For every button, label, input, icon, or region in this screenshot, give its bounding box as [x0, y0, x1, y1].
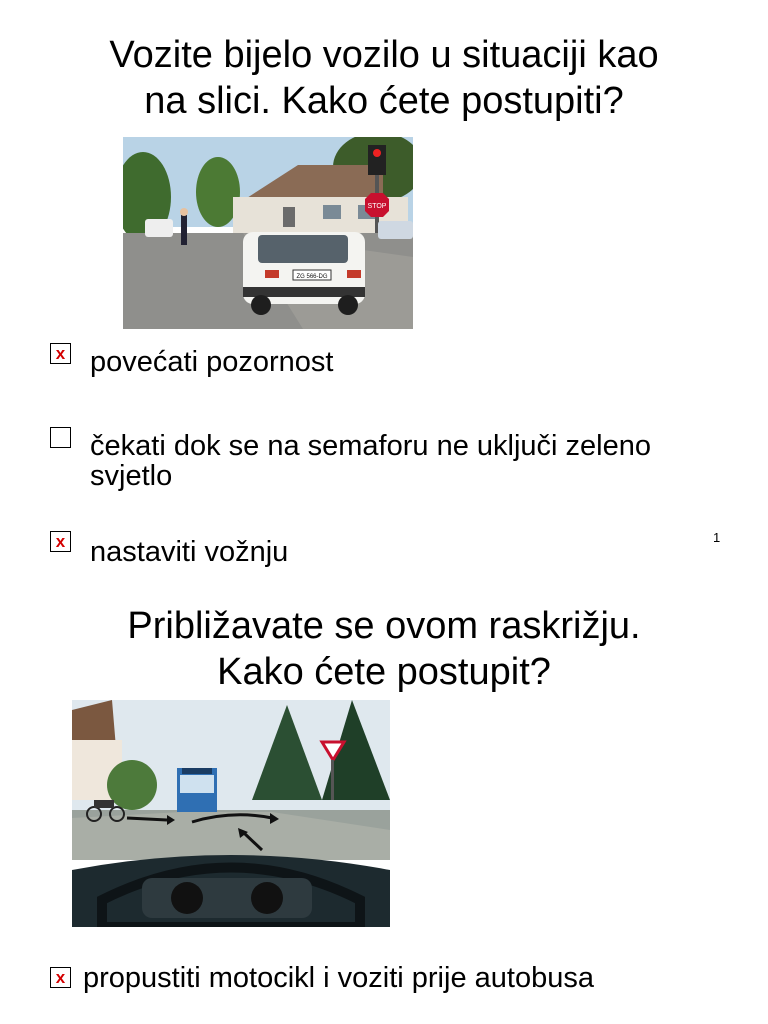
question-1-photo: [123, 137, 413, 329]
license-plate-text: ZG 566-DG: [296, 274, 328, 280]
question-1-answer-2[interactable]: [50, 427, 760, 497]
question-1-title: [0, 32, 768, 124]
question-2-title-line-2: Kako ćete postupit?: [217, 651, 551, 693]
page-number: 1: [713, 530, 721, 545]
answer-text: propustiti motocikl i voziti prije autobusa: [83, 962, 594, 994]
question-1-answer-3[interactable]: [50, 531, 650, 571]
answer-text: nastaviti vožnju: [90, 536, 289, 568]
question-1-title-line-1: Vozite bijelo vozilo u situaciji kao: [109, 34, 659, 76]
checkbox-checked[interactable]: x: [50, 531, 71, 552]
answer-text: čekati dok se na semaforu ne uključi zeleno svjetlo: [90, 430, 651, 492]
answer-text: povećati pozornost: [90, 346, 334, 378]
question-1-title-line-2: na slici. Kako ćete postupiti?: [144, 80, 624, 122]
question-1-answer-1[interactable]: [50, 343, 750, 383]
question-2-photo: [72, 700, 390, 927]
question-2-title: [0, 603, 768, 695]
checkbox-checked[interactable]: x: [50, 343, 71, 364]
question-2-answer-1[interactable]: [50, 963, 750, 1003]
question-2-title-line-1: Približavate se ovom raskrižju.: [127, 605, 641, 647]
checkbox-unchecked[interactable]: [50, 427, 71, 448]
checkbox-checked[interactable]: x: [50, 967, 71, 988]
stop-sign-text: STOP: [367, 203, 387, 210]
